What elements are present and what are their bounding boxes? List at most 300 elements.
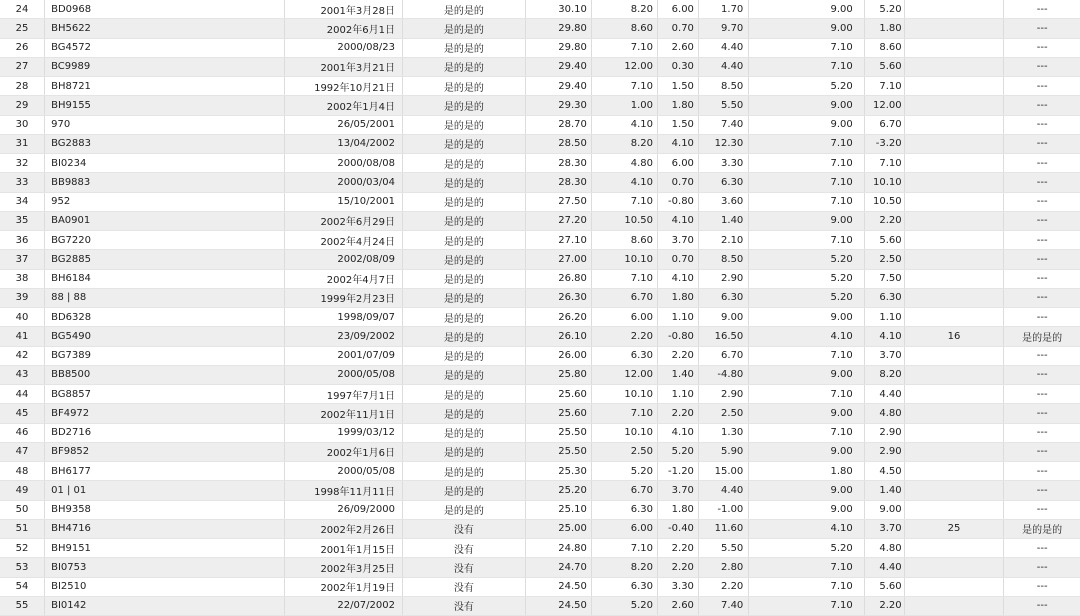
row-number: 48	[0, 462, 45, 481]
table-row	[0, 481, 1080, 500]
value-cell-1: 24.50	[525, 577, 591, 596]
value-cell-1: 30.10	[525, 0, 591, 19]
value-cell-4: 15.00	[698, 462, 748, 481]
value-cell-3: -1.20	[658, 462, 699, 481]
count-cell	[904, 442, 1004, 461]
id-cell: BH9151	[45, 539, 285, 558]
date-cell: 2000/05/08	[285, 462, 403, 481]
row-number: 54	[0, 577, 45, 596]
id-cell: BH4716	[45, 519, 285, 538]
flag-cell: ---	[1004, 38, 1080, 57]
count-cell	[904, 211, 1004, 230]
value-cell-3: 1.10	[658, 385, 699, 404]
id-cell: BA0901	[45, 211, 285, 230]
value-cell-6: 1.40	[864, 481, 904, 500]
flag-cell: ---	[1004, 365, 1080, 384]
flag-cell: 是的是的	[1004, 327, 1080, 346]
status-cell: 是的是的	[402, 462, 525, 481]
id-cell: BH6184	[45, 269, 285, 288]
count-cell	[904, 596, 1004, 615]
value-cell-6: 2.90	[864, 423, 904, 442]
table-row	[0, 404, 1080, 423]
value-cell-2: 5.20	[591, 596, 657, 615]
row-number: 36	[0, 231, 45, 250]
row-number: 31	[0, 134, 45, 153]
value-cell-5: 9.00	[749, 365, 864, 384]
count-cell	[904, 404, 1004, 423]
value-cell-5: 9.00	[749, 96, 864, 115]
value-cell-5: 7.10	[749, 231, 864, 250]
status-cell: 是的是的	[402, 365, 525, 384]
flag-cell: ---	[1004, 96, 1080, 115]
flag-cell: ---	[1004, 481, 1080, 500]
table-row	[0, 38, 1080, 57]
value-cell-2: 2.50	[591, 442, 657, 461]
status-cell: 是的是的	[402, 231, 525, 250]
date-cell: 26/05/2001	[285, 115, 403, 134]
value-cell-5: 9.00	[749, 308, 864, 327]
status-cell: 是的是的	[402, 250, 525, 269]
flag-cell: ---	[1004, 250, 1080, 269]
table-row	[0, 327, 1080, 346]
id-cell: BI0234	[45, 154, 285, 173]
row-number: 43	[0, 365, 45, 384]
value-cell-5: 7.10	[749, 346, 864, 365]
value-cell-3: 6.00	[658, 154, 699, 173]
row-number: 41	[0, 327, 45, 346]
status-cell: 是的是的	[402, 423, 525, 442]
value-cell-6: 5.60	[864, 57, 904, 76]
value-cell-2: 4.10	[591, 173, 657, 192]
value-cell-1: 29.80	[525, 19, 591, 38]
value-cell-3: 3.30	[658, 577, 699, 596]
value-cell-2: 8.20	[591, 558, 657, 577]
date-cell: 2001年3月21日	[285, 57, 403, 76]
count-cell	[904, 481, 1004, 500]
id-cell: 88 | 88	[45, 288, 285, 307]
row-number: 33	[0, 173, 45, 192]
value-cell-4: 11.60	[698, 519, 748, 538]
value-cell-1: 27.10	[525, 231, 591, 250]
table-row	[0, 539, 1080, 558]
value-cell-2: 6.30	[591, 577, 657, 596]
value-cell-2: 6.30	[591, 346, 657, 365]
value-cell-5: 7.10	[749, 577, 864, 596]
status-cell: 是的是的	[402, 115, 525, 134]
value-cell-2: 6.00	[591, 308, 657, 327]
value-cell-1: 29.40	[525, 57, 591, 76]
id-cell: BI2510	[45, 577, 285, 596]
row-number: 27	[0, 57, 45, 76]
value-cell-3: 2.20	[658, 404, 699, 423]
value-cell-4: 9.70	[698, 19, 748, 38]
value-cell-4: 3.60	[698, 192, 748, 211]
value-cell-4: 7.40	[698, 115, 748, 134]
value-cell-1: 25.00	[525, 519, 591, 538]
value-cell-3: 1.10	[658, 308, 699, 327]
flag-cell: ---	[1004, 134, 1080, 153]
row-number: 24	[0, 0, 45, 19]
value-cell-6: 2.90	[864, 442, 904, 461]
count-cell	[904, 19, 1004, 38]
value-cell-3: 1.40	[658, 365, 699, 384]
status-cell: 没有	[402, 577, 525, 596]
flag-cell: ---	[1004, 462, 1080, 481]
id-cell: BG7220	[45, 231, 285, 250]
table-row	[0, 77, 1080, 96]
value-cell-2: 7.10	[591, 539, 657, 558]
date-cell: 2002年4月24日	[285, 231, 403, 250]
date-cell: 2000/08/23	[285, 38, 403, 57]
value-cell-2: 6.70	[591, 481, 657, 500]
id-cell: BD0968	[45, 0, 285, 19]
status-cell: 是的是的	[402, 173, 525, 192]
flag-cell: ---	[1004, 173, 1080, 192]
status-cell: 是的是的	[402, 346, 525, 365]
id-cell: 970	[45, 115, 285, 134]
date-cell: 2001/07/09	[285, 346, 403, 365]
value-cell-5: 9.00	[749, 19, 864, 38]
value-cell-6: 2.20	[864, 596, 904, 615]
value-cell-3: 4.10	[658, 269, 699, 288]
table-row	[0, 385, 1080, 404]
value-cell-2: 10.50	[591, 211, 657, 230]
value-cell-3: 2.20	[658, 539, 699, 558]
row-number: 30	[0, 115, 45, 134]
value-cell-6: 1.10	[864, 308, 904, 327]
value-cell-5: 4.10	[749, 327, 864, 346]
value-cell-3: 1.50	[658, 77, 699, 96]
value-cell-3: 1.50	[658, 115, 699, 134]
count-cell	[904, 38, 1004, 57]
row-number: 32	[0, 154, 45, 173]
date-cell: 2000/03/04	[285, 173, 403, 192]
date-cell: 15/10/2001	[285, 192, 403, 211]
count-cell	[904, 57, 1004, 76]
value-cell-4: 4.40	[698, 57, 748, 76]
flag-cell: ---	[1004, 442, 1080, 461]
value-cell-1: 27.50	[525, 192, 591, 211]
value-cell-4: -4.80	[698, 365, 748, 384]
status-cell: 是的是的	[402, 19, 525, 38]
value-cell-2: 8.20	[591, 0, 657, 19]
status-cell: 是的是的	[402, 154, 525, 173]
table-row	[0, 423, 1080, 442]
table-row	[0, 346, 1080, 365]
value-cell-5: 7.10	[749, 385, 864, 404]
id-cell: BG5490	[45, 327, 285, 346]
table-row	[0, 577, 1080, 596]
row-number: 34	[0, 192, 45, 211]
row-number: 47	[0, 442, 45, 461]
value-cell-1: 25.60	[525, 385, 591, 404]
value-cell-5: 5.20	[749, 539, 864, 558]
status-cell: 没有	[402, 519, 525, 538]
row-number: 44	[0, 385, 45, 404]
count-cell	[904, 154, 1004, 173]
value-cell-2: 5.20	[591, 462, 657, 481]
value-cell-4: 16.50	[698, 327, 748, 346]
value-cell-6: 5.60	[864, 231, 904, 250]
table-row	[0, 211, 1080, 230]
value-cell-6: 3.70	[864, 346, 904, 365]
value-cell-4: 1.70	[698, 0, 748, 19]
value-cell-5: 9.00	[749, 442, 864, 461]
value-cell-4: 6.30	[698, 288, 748, 307]
flag-cell: ---	[1004, 269, 1080, 288]
value-cell-1: 29.40	[525, 77, 591, 96]
count-cell	[904, 500, 1004, 519]
value-cell-5: 7.10	[749, 423, 864, 442]
date-cell: 13/04/2002	[285, 134, 403, 153]
row-number: 49	[0, 481, 45, 500]
date-cell: 2002年6月29日	[285, 211, 403, 230]
value-cell-3: 3.70	[658, 231, 699, 250]
value-cell-3: 0.70	[658, 173, 699, 192]
status-cell: 是的是的	[402, 404, 525, 423]
row-number: 55	[0, 596, 45, 615]
value-cell-5: 9.00	[749, 0, 864, 19]
date-cell: 2002年3月25日	[285, 558, 403, 577]
value-cell-6: 6.70	[864, 115, 904, 134]
id-cell: BG7389	[45, 346, 285, 365]
value-cell-6: 4.80	[864, 539, 904, 558]
value-cell-3: 4.10	[658, 423, 699, 442]
count-cell	[904, 0, 1004, 19]
value-cell-2: 7.10	[591, 404, 657, 423]
count-cell: 16	[904, 327, 1004, 346]
value-cell-3: 2.60	[658, 38, 699, 57]
value-cell-5: 9.00	[749, 404, 864, 423]
flag-cell: ---	[1004, 346, 1080, 365]
value-cell-2: 10.10	[591, 423, 657, 442]
value-cell-5: 7.10	[749, 596, 864, 615]
table-row	[0, 250, 1080, 269]
value-cell-1: 24.80	[525, 539, 591, 558]
value-cell-5: 1.80	[749, 462, 864, 481]
value-cell-4: 5.50	[698, 96, 748, 115]
date-cell: 1999年2月23日	[285, 288, 403, 307]
id-cell: BG2883	[45, 134, 285, 153]
id-cell: BG8857	[45, 385, 285, 404]
row-number: 50	[0, 500, 45, 519]
status-cell: 是的是的	[402, 308, 525, 327]
value-cell-2: 1.00	[591, 96, 657, 115]
status-cell: 是的是的	[402, 481, 525, 500]
value-cell-5: 5.20	[749, 288, 864, 307]
value-cell-2: 6.70	[591, 288, 657, 307]
value-cell-4: 8.50	[698, 77, 748, 96]
value-cell-4: 5.50	[698, 539, 748, 558]
table-row	[0, 96, 1080, 115]
flag-cell: ---	[1004, 596, 1080, 615]
flag-cell: ---	[1004, 19, 1080, 38]
value-cell-1: 26.30	[525, 288, 591, 307]
date-cell: 1997年7月1日	[285, 385, 403, 404]
count-cell	[904, 192, 1004, 211]
table-row	[0, 558, 1080, 577]
value-cell-6: 10.10	[864, 173, 904, 192]
row-number: 40	[0, 308, 45, 327]
id-cell: BF9852	[45, 442, 285, 461]
flag-cell: ---	[1004, 77, 1080, 96]
status-cell: 是的是的	[402, 385, 525, 404]
value-cell-2: 6.00	[591, 519, 657, 538]
value-cell-4: 2.90	[698, 269, 748, 288]
value-cell-6: 8.60	[864, 38, 904, 57]
id-cell: BD2716	[45, 423, 285, 442]
row-number: 28	[0, 77, 45, 96]
date-cell: 23/09/2002	[285, 327, 403, 346]
status-cell: 是的是的	[402, 192, 525, 211]
value-cell-6: 9.00	[864, 500, 904, 519]
value-cell-6: -3.20	[864, 134, 904, 153]
value-cell-5: 7.10	[749, 558, 864, 577]
value-cell-4: 4.40	[698, 38, 748, 57]
table-row	[0, 115, 1080, 134]
value-cell-4: 1.30	[698, 423, 748, 442]
count-cell	[904, 385, 1004, 404]
value-cell-3: 2.20	[658, 346, 699, 365]
value-cell-6: 6.30	[864, 288, 904, 307]
count-cell: 25	[904, 519, 1004, 538]
value-cell-6: 5.60	[864, 577, 904, 596]
value-cell-4: 5.90	[698, 442, 748, 461]
row-number: 25	[0, 19, 45, 38]
value-cell-1: 28.30	[525, 173, 591, 192]
date-cell: 2002年1月6日	[285, 442, 403, 461]
count-cell	[904, 423, 1004, 442]
value-cell-6: 3.70	[864, 519, 904, 538]
date-cell: 2002年1月4日	[285, 96, 403, 115]
value-cell-3: 5.20	[658, 442, 699, 461]
status-cell: 没有	[402, 558, 525, 577]
value-cell-1: 25.50	[525, 442, 591, 461]
row-number: 52	[0, 539, 45, 558]
status-cell: 没有	[402, 596, 525, 615]
count-cell	[904, 539, 1004, 558]
id-cell: BH8721	[45, 77, 285, 96]
value-cell-2: 7.10	[591, 192, 657, 211]
table-row	[0, 154, 1080, 173]
status-cell: 是的是的	[402, 77, 525, 96]
value-cell-4: 6.70	[698, 346, 748, 365]
id-cell: BH9155	[45, 96, 285, 115]
table-row	[0, 365, 1080, 384]
value-cell-2: 6.30	[591, 500, 657, 519]
value-cell-1: 28.30	[525, 154, 591, 173]
id-cell: BB9883	[45, 173, 285, 192]
flag-cell: ---	[1004, 539, 1080, 558]
value-cell-1: 25.60	[525, 404, 591, 423]
count-cell	[904, 269, 1004, 288]
table-row	[0, 134, 1080, 153]
value-cell-2: 7.10	[591, 77, 657, 96]
value-cell-1: 28.50	[525, 134, 591, 153]
count-cell	[904, 346, 1004, 365]
value-cell-4: 2.80	[698, 558, 748, 577]
value-cell-6: 7.10	[864, 154, 904, 173]
value-cell-1: 24.50	[525, 596, 591, 615]
value-cell-6: 2.20	[864, 211, 904, 230]
value-cell-1: 26.10	[525, 327, 591, 346]
count-cell	[904, 173, 1004, 192]
table-row	[0, 308, 1080, 327]
id-cell: BH6177	[45, 462, 285, 481]
value-cell-6: 4.40	[864, 558, 904, 577]
table-row	[0, 442, 1080, 461]
value-cell-1: 26.20	[525, 308, 591, 327]
value-cell-3: 1.80	[658, 96, 699, 115]
value-cell-4: 12.30	[698, 134, 748, 153]
status-cell: 没有	[402, 539, 525, 558]
id-cell: BG4572	[45, 38, 285, 57]
flag-cell: ---	[1004, 308, 1080, 327]
date-cell: 2002年11月1日	[285, 404, 403, 423]
value-cell-1: 27.00	[525, 250, 591, 269]
id-cell: BF4972	[45, 404, 285, 423]
date-cell: 2002年2月26日	[285, 519, 403, 538]
count-cell	[904, 365, 1004, 384]
value-cell-1: 27.20	[525, 211, 591, 230]
value-cell-1: 26.00	[525, 346, 591, 365]
date-cell: 1998/09/07	[285, 308, 403, 327]
status-cell: 是的是的	[402, 134, 525, 153]
id-cell: 952	[45, 192, 285, 211]
value-cell-5: 4.10	[749, 519, 864, 538]
count-cell	[904, 558, 1004, 577]
id-cell: BI0753	[45, 558, 285, 577]
status-cell: 是的是的	[402, 327, 525, 346]
value-cell-6: 8.20	[864, 365, 904, 384]
status-cell: 是的是的	[402, 57, 525, 76]
value-cell-5: 5.20	[749, 269, 864, 288]
value-cell-2: 10.10	[591, 250, 657, 269]
value-cell-1: 29.80	[525, 38, 591, 57]
date-cell: 2000/05/08	[285, 365, 403, 384]
table-row	[0, 288, 1080, 307]
status-cell: 是的是的	[402, 0, 525, 19]
count-cell	[904, 115, 1004, 134]
value-cell-1: 28.70	[525, 115, 591, 134]
value-cell-5: 9.00	[749, 481, 864, 500]
value-cell-1: 25.10	[525, 500, 591, 519]
date-cell: 2002/08/09	[285, 250, 403, 269]
value-cell-5: 9.00	[749, 500, 864, 519]
date-cell: 1992年10月21日	[285, 77, 403, 96]
status-cell: 是的是的	[402, 288, 525, 307]
value-cell-1: 25.20	[525, 481, 591, 500]
count-cell	[904, 288, 1004, 307]
flag-cell: ---	[1004, 231, 1080, 250]
id-cell: BH5622	[45, 19, 285, 38]
value-cell-3: 2.20	[658, 558, 699, 577]
value-cell-5: 9.00	[749, 115, 864, 134]
table-row	[0, 596, 1080, 615]
date-cell: 2000/08/08	[285, 154, 403, 173]
value-cell-2: 12.00	[591, 365, 657, 384]
row-number: 35	[0, 211, 45, 230]
value-cell-3: 6.00	[658, 0, 699, 19]
date-cell: 1998年11月11日	[285, 481, 403, 500]
id-cell: BI0142	[45, 596, 285, 615]
count-cell	[904, 462, 1004, 481]
id-cell: BG2885	[45, 250, 285, 269]
date-cell: 2002年4月7日	[285, 269, 403, 288]
value-cell-3: -0.80	[658, 192, 699, 211]
row-number: 38	[0, 269, 45, 288]
value-cell-1: 25.80	[525, 365, 591, 384]
